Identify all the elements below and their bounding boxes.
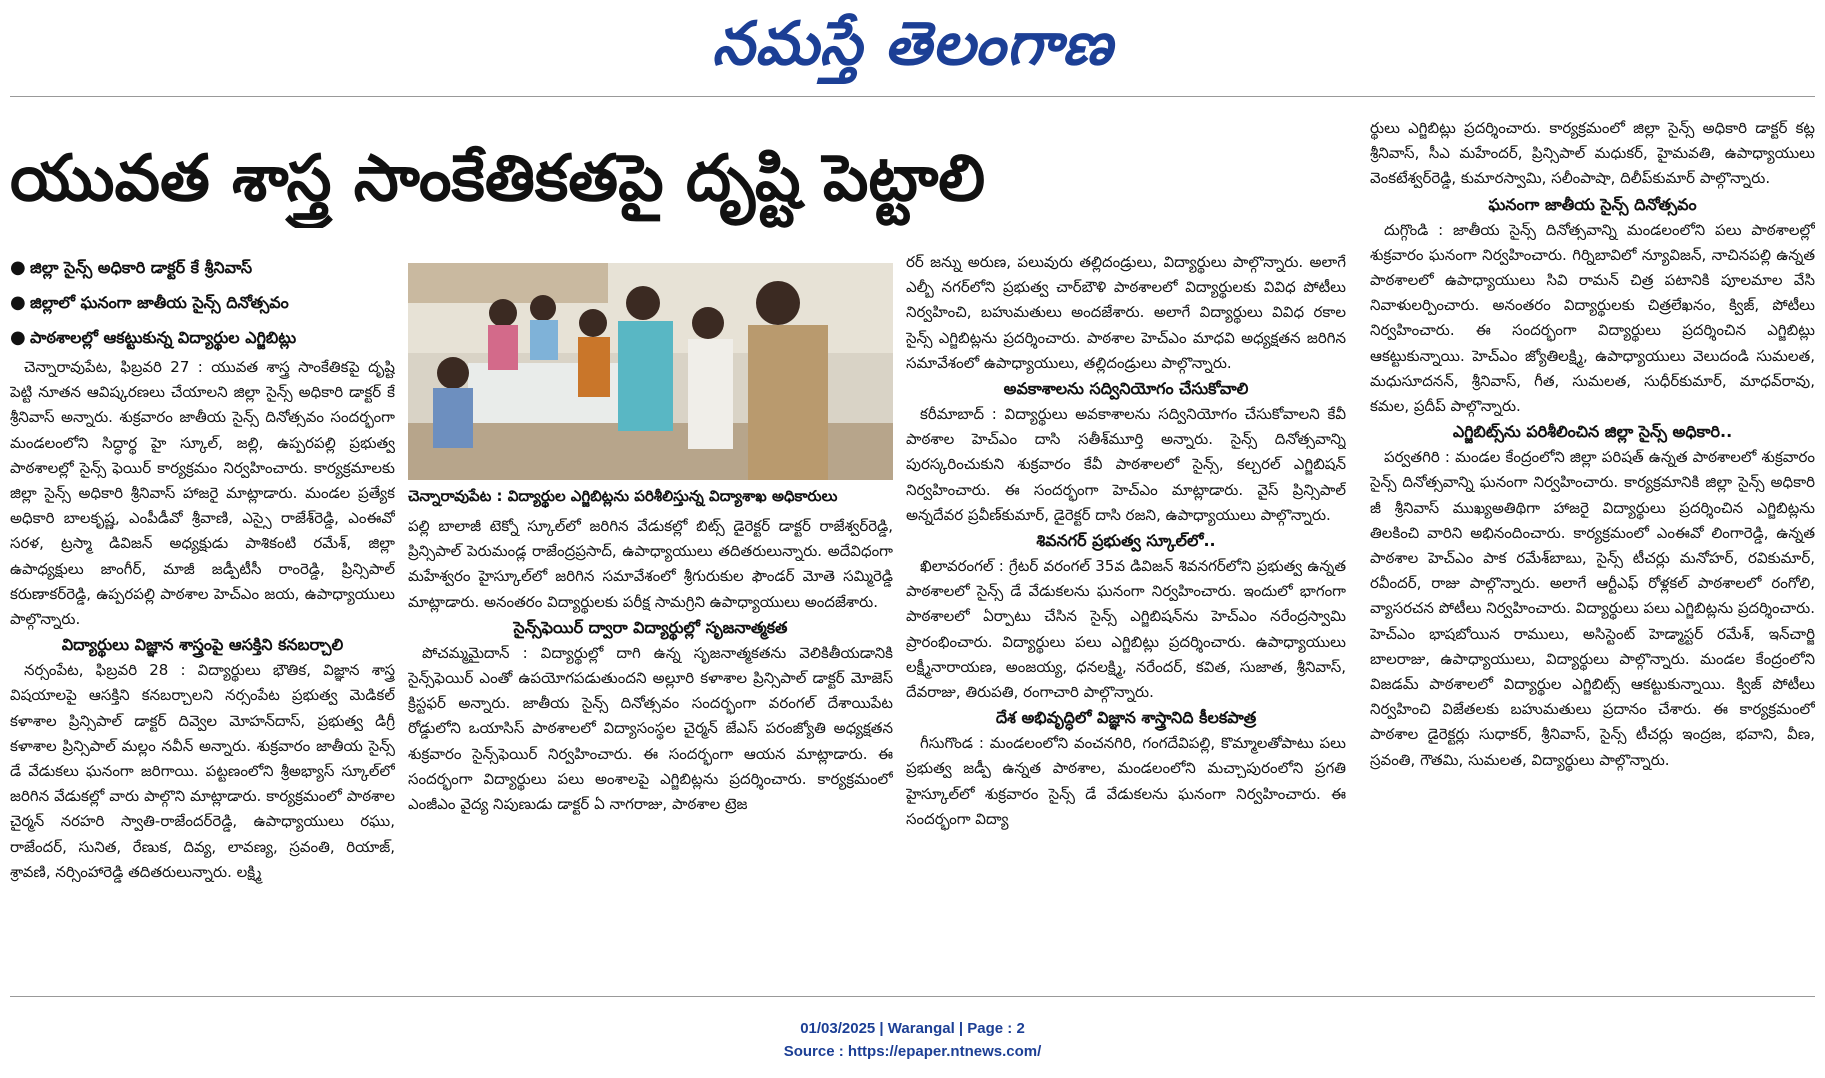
bullet-text: జిల్లాలో ఘనంగా జాతీయ సైన్స్ దినోత్సవం (30, 293, 289, 312)
bullet-item (10, 250, 395, 285)
bullet-text: పాఠశాలల్లో ఆకట్టుకున్న విద్యార్థుల ఎగ్జిబిట్లు (30, 328, 297, 347)
article-column-2 (408, 514, 893, 990)
article-paragraph: పోచమ్మమైదాన్ : విద్యార్థుల్లో దాగి ఉన్న సృజనాత్మకతను వెలికితీయడానికి సైన్స్‌ఫెయిర్ ఎంతో ఉపయోగపడుతుందని అల్లూరి కళాశాల ప్రిన్సిపాల్ డాక్టర్ మోజెస్ క్రిస్టఫర్ అన్నారు. జాతీయ సైన్స్ దినోత్సవం సందర్భంగా వరంగల్ దేశాయిపేట రోడ్డులోని ఒయాసిస్ పాఠశాలలో విద్యాసంస్థల చైర్మన్ జేఎస్ పరంజ్యోతి అధ్యక్షతన శుక్రవారం సైన్స్‌ఫెయిర్ నిర్వహించారు. ఈ సందర్భంగా ఆయన మాట్లాడారు. ఈ సందర్భంగా విద్యార్థులు పలు అంశాలపై ఎగ్జిబిట్లను ప్రదర్శించారు. కార్యక్రమంలో ఎంజీఎం వైద్య నిపుణుడు డాక్టర్ ఏ నాగరాజు, పాఠశాల ట్రెజ (408, 643, 893, 814)
bullet-icon: ● (10, 327, 26, 348)
page-bottom-divider (10, 996, 1815, 997)
section-subheading: అవకాశాలను సద్వినియోగం చేసుకోవాలి (1003, 379, 1249, 399)
section-subheading: విద్యార్థులు విజ్ఞాన శాస్త్రంపై ఆసక్తిని కనబర్చాలి (61, 635, 344, 655)
footer-date-edition: 01/03/2025 | Warangal | Page : 2 (800, 1020, 1025, 1037)
article-paragraph: కరీమాబాద్ : విద్యార్థులు అవకాశాలను సద్వినియోగం చేసుకోవాలని కేవీ పాఠశాల హెచ్‌ఎం దాసి సతీశ్‌మూర్తి అన్నారు. సైన్స్ దినోత్సవాన్ని పురస్కరించుకుని శుక్రవారం కేవీ పాఠశాలలో సైన్స్, కల్చరల్ ఎగ్జిబిషన్ నిర్వహించారు. ఈ సందర్భంగా హెచ్‌ఎం మాట్లాడారు. వైస్ ప్రిన్సిపాల్ అన్నదేవర ప్రవీణ్‌కుమార్, డైరెక్టర్ దాసి రజని, ఉపాధ్యాయులు పాల్గొన్నారు. (906, 405, 1346, 524)
article-paragraph: నర్సంపేట, ఫిబ్రవరి 28 : విద్యార్థులు భౌతిక, విజ్ఞాన శాస్త్ర విషయాలపై ఆసక్తిని కనబర్చాలని నర్సంపేట ప్రభుత్వ మెడికల్ కళాశాల ప్రిన్సిపాల్ డాక్టర్ దివ్వెల మోహన్‌దాస్, ప్రభుత్వ డిగ్రీ కళాశాల ప్రిన్సిపాల్ మల్లం నవీన్ అన్నారు. శుక్రవారం జాతీయ సైన్స్ డే వేడుకలు ఘనంగా జరిగాయి. పట్టణంలోని శ్రీఅభ్యాస్ స్కూల్‌లో జరిగిన వేడుకల్లో వారు పాల్గొని మాట్లాడారు. కార్యక్రమంలో పాఠశాల చైర్మన్ నరహరి స్వాతి-రాజేందర్‌రెడ్డి, ఉపాధ్యాయులు రఘు, రాజేందర్, సునిత, రేణుక, దివ్య, లావణ్య, స్రవంతి, రియాజ్, శ్రావణి, నర్సింహారెడ్డి తదితరులున్నారు. లక్ష్మి (10, 661, 395, 881)
section-subheading: సైన్స్‌ఫెయిర్ ద్వారా విద్యార్థుల్లో సృజనాత్మకత (513, 617, 788, 637)
footer-source-link[interactable]: Source : https://epaper.ntnews.com/ (783, 1043, 1042, 1060)
article-paragraph: ఖిలావరంగల్ : గ్రేటర్ వరంగల్ 35వ డివిజన్ శివనగర్‌లోని ప్రభుత్వ ఉన్నత పాఠశాలలో సైన్స్ డే వేడుకలను ఘనంగా నిర్వహించారు. ఇందులో భాగంగా పాఠశాలలో ఏర్పాటు చేసిన సైన్స్ ఎగ్జిబిషన్‌ను హెచ్‌ఎం నరేంద్రస్వామి ప్రారంభించారు. విద్యార్థులు పలు ఎగ్జిబిట్లు ప్రదర్శించారు. ఉపాధ్యాయులు లక్ష్మీనారాయణ, అంజయ్య, ధనలక్ష్మి, నరేందర్, కవిత, సుజాత, శ్రీనివాస్, దేవరాజు, తిరుపతి, రంగాచారి పాల్గొన్నారు. (906, 557, 1346, 702)
article-headline: యువత శాస్త్ర సాంకేతికతపై దృష్టి పెట్టాలి (10, 142, 986, 216)
article-paragraph: రర్ జన్ను అరుణ, పలువురు తల్లిదండ్రులు, విద్యార్థులు పాల్గొన్నారు. అలాగే ఎల్బీ నగర్‌లోని ప్రభుత్వ చార్‌బౌళి పాఠశాలలో విద్యార్థులకు వివిధ పోటీలు నిర్వహించి, బహుమతులు అందజేశారు. అలాగే విద్యార్థులు వివిధ రకాల సైన్స్ ఎగ్జిబిట్లను ప్రదర్శించారు. పాఠశాల హెచ్‌ఎం మాధవి అధ్యక్షతన జరిగిన సమావేశంలో ఉపాధ్యాయులు, తల్లిదండ్రులు పాల్గొన్నారు. (906, 253, 1346, 372)
article-photo (408, 263, 893, 480)
article-paragraph: గీసుగొండ : మండలంలోని వంచనగిరి, గంగదేవిపల్లి, కొమ్మాలతోపాటు పలు ప్రభుత్వ జడ్పీ ఉన్నత పాఠశాల, మండలంలోని మచ్చాపురంలోని ప్రగతి హైస్కూల్‌లో శుక్రవారం సైన్స్ డే వేడుకలను ఘనంగా నిర్వహించారు. ఈ సందర్భంగా విద్యా (906, 734, 1346, 828)
section-subheading: ఘనంగా జాతీయ సైన్స్ దినోత్సవం (1488, 194, 1697, 214)
bullet-item (10, 320, 395, 355)
article-column-3 (906, 250, 1346, 990)
bullet-icon: ● (10, 292, 26, 313)
article-paragraph: ర్థులు ఎగ్జిబిట్లు ప్రదర్శించారు. కార్యక్రమంలో జిల్లా సైన్స్ అధికారి డాక్టర్ కట్ల శ్రీనివాస్, సీఎ మహేందర్, ప్రిన్సిపాల్ మధుకర్, హైమవతి, ఉపాధ్యాయులు వెంకటేశ్వర్‌రెడ్డి, కుమారస్వామి, సలీంపాషా, దిలీప్‌కుమార్ పాల్గొన్నారు. (1370, 119, 1815, 188)
highlight-bullets (10, 250, 395, 355)
newspaper-masthead: నమస్తే తెలంగాణ (711, 9, 1114, 79)
article-paragraph: పర్వతగిరి : మండల కేంద్రంలోని జిల్లా పరిషత్ ఉన్నత పాఠశాలలో శుక్రవారం సైన్స్ దినోత్సవాన్ని ఘనంగా నిర్వహించారు. కార్యక్రమానికి జిల్లా సైన్స్ అధికారి జీ శ్రీనివాస్ ముఖ్యఅతిథిగా హాజరై విద్యార్థులు ప్రదర్శించిన ఎగ్జిబిట్లను తిలకించి వారిని అభినందించారు. కార్యక్రమంలో ఎంఈవో లింగారెడ్డి, ఉన్నత పాఠశాల హెచ్‌ఎం పాక రమేశ్‌బాబు, సైన్స్ టీచర్లు మనోహర్, రవికుమార్, రవీందర్, రాజు పాల్గొన్నారు. అలాగే ఆర్టీఎఫ్ రోళ్లకల్ పాఠశాలలో రంగోలి, వ్యాసరచన పోటీలు నిర్వహించారు. విద్యార్థులు పలు ఎగ్జిబిట్లను ప్రదర్శించారు. హెచ్‌ఎం భాషబోయిన రాములు, అసిస్టెంట్ హెడ్మాస్టర్ రమేశ్, ఇన్‌చార్జి బాలరాజు, ఉపాధ్యాయులు, విద్యార్థులు పాల్గొన్నారు. మండల కేంద్రంలోని విజడమ్ పాఠశాలలో విద్యార్థుల ఎగ్జిబిట్స్ ఆకట్టుకున్నాయి. క్విజ్ పోటీలు నిర్వహించి విజేతలకు బహుమతులు ప్రదానం చేశారు. ఈ కార్యక్రమంలో పాఠశాల డైరెక్టర్లు సుధాకర్, శ్రీనివాస్, సైన్స్ టీచర్లు ఇంద్రజ, భవాని, వీణ, స్రవంతి, గౌతమి, సుమలత, విద్యార్థులు పాల్గొన్నారు. (1370, 448, 1815, 769)
article-paragraph: దుగ్గొండి : జాతీయ సైన్స్ దినోత్సవాన్ని మండలంలోని పలు పాఠశాలల్లో శుక్రవారం ఘనంగా నిర్వహించారు. గిర్నిబావిలో న్యూవిజన్, నాచినపల్లి ఉన్నత పాఠశాలలో ఉపాధ్యాయులు సివి రామన్ చిత్ర పటానికి పూలమాల వేసి నివాళులర్పించారు. అనంతరం విద్యార్థులకు చిత్రలేఖనం, క్విజ్, పోటీలు నిర్వహించారు. ఈ సందర్భంగా విద్యార్థులు ప్రదర్శించిన ఎగ్జిబిట్లు ఆకట్టుకున్నాయి. హెచ్‌ఎం జ్యోతిలక్ష్మి, ఉపాధ్యాయులు వెలుదండి సుమలత, మధుసూదనన్, శ్రీనివాస్, గీత, సుమలత, సుధీర్‌కుమార్, మాధవ్‌రావు, కమల, ప్రదీప్ పాల్గొన్నారు. (1370, 220, 1815, 416)
article-paragraph: చెన్నారావుపేట, ఫిబ్రవరి 27 : యువత శాస్త్ర సాంకేతికపై దృష్టి పెట్టి నూతన ఆవిష్కరణలు చేయాలని జిల్లా సైన్స్ అధికారి డాక్టర్ కే శ్రీనివాస్ అన్నారు. శుక్రవారం జాతీయ సైన్స్ దినోత్సవం సందర్భంగా మండలంలోని సిద్ధార్థ హై స్కూల్, జల్లి, ఉప్పరపల్లి ప్రభుత్వ పాఠశాలల్లో సైన్స్ ఫెయిర్ కార్యక్రమం నిర్వహించారు. కార్యక్రమాలకు జిల్లా సైన్స్ అధికారి శ్రీనివాస్ హాజరై మాట్లాడారు. మండల ప్రత్యేక అధికారి బాలకృష్ణ, ఎంపీడీవో శ్రీవాణి, ఎస్సై రాజేశ్‌రెడ్డి, ఎంఈవో సరళ, ట్రస్మా డివిజన్ అధ్యక్షుడు పాశికంటి రమేశ్, జిల్లా ఉపాధ్యక్షులు జాంగీర్, మాజీ జడ్పీటీసీ రాంరెడ్డి, ప్రిన్సిపాల్ కరుణాకర్‌రెడ్డి, ఉప్పరపల్లి పాఠశాల హెచ్‌ఎం జయ, ఉపాధ్యాయులు పాల్గొన్నారు. (10, 358, 395, 629)
bullet-icon: ● (10, 257, 26, 278)
masthead-divider (10, 96, 1815, 97)
section-subheading: దేశ అభివృద్ధిలో విజ్ఞాన శాస్త్రానిది కీలకపాత్ర (995, 708, 1257, 728)
photo-caption: చెన్నారావుపేట : విద్యార్థుల ఎగ్జిబిట్లను పరిశీలిస్తున్న విద్యాశాఖ అధికారులు (408, 487, 838, 505)
article-paragraph: పల్లి బాలాజీ టెక్నో స్కూల్‌లో జరిగిన వేడుకల్లో బిట్స్ డైరెక్టర్ డాక్టర్ రాజేశ్వర్‌రెడ్డి, ప్రిన్సిపాల్ పెరుమండ్ల రాజేంద్రప్రసాద్, ఉపాధ్యాయులు తదితరులున్నారు. అదేవిధంగా మహేశ్వరం హైస్కూల్‌లో జరిగిన సమావేశంలో శ్రీగురుకుల ఫౌండర్ మోతె సమ్మిరెడ్డి మాట్లాడారు. అనంతరం విద్యార్థులకు పరీక్ష సామగ్రిని ఉపాధ్యాయులు అందజేశారు. (408, 517, 893, 611)
section-subheading: ఎగ్జిబిట్స్‌ను పరిశీలించిన జిల్లా సైన్స్ అధికారి.. (1452, 422, 1733, 442)
article-column-4 (1370, 116, 1815, 990)
bullet-text: జిల్లా సైన్స్ అధికారి డాక్టర్ కే శ్రీనివాస్ (30, 258, 253, 277)
bullet-item (10, 285, 395, 320)
section-subheading: శివనగర్ ప్రభుత్వ స్కూల్‌లో.. (1036, 531, 1216, 551)
article-column-1 (10, 250, 395, 990)
